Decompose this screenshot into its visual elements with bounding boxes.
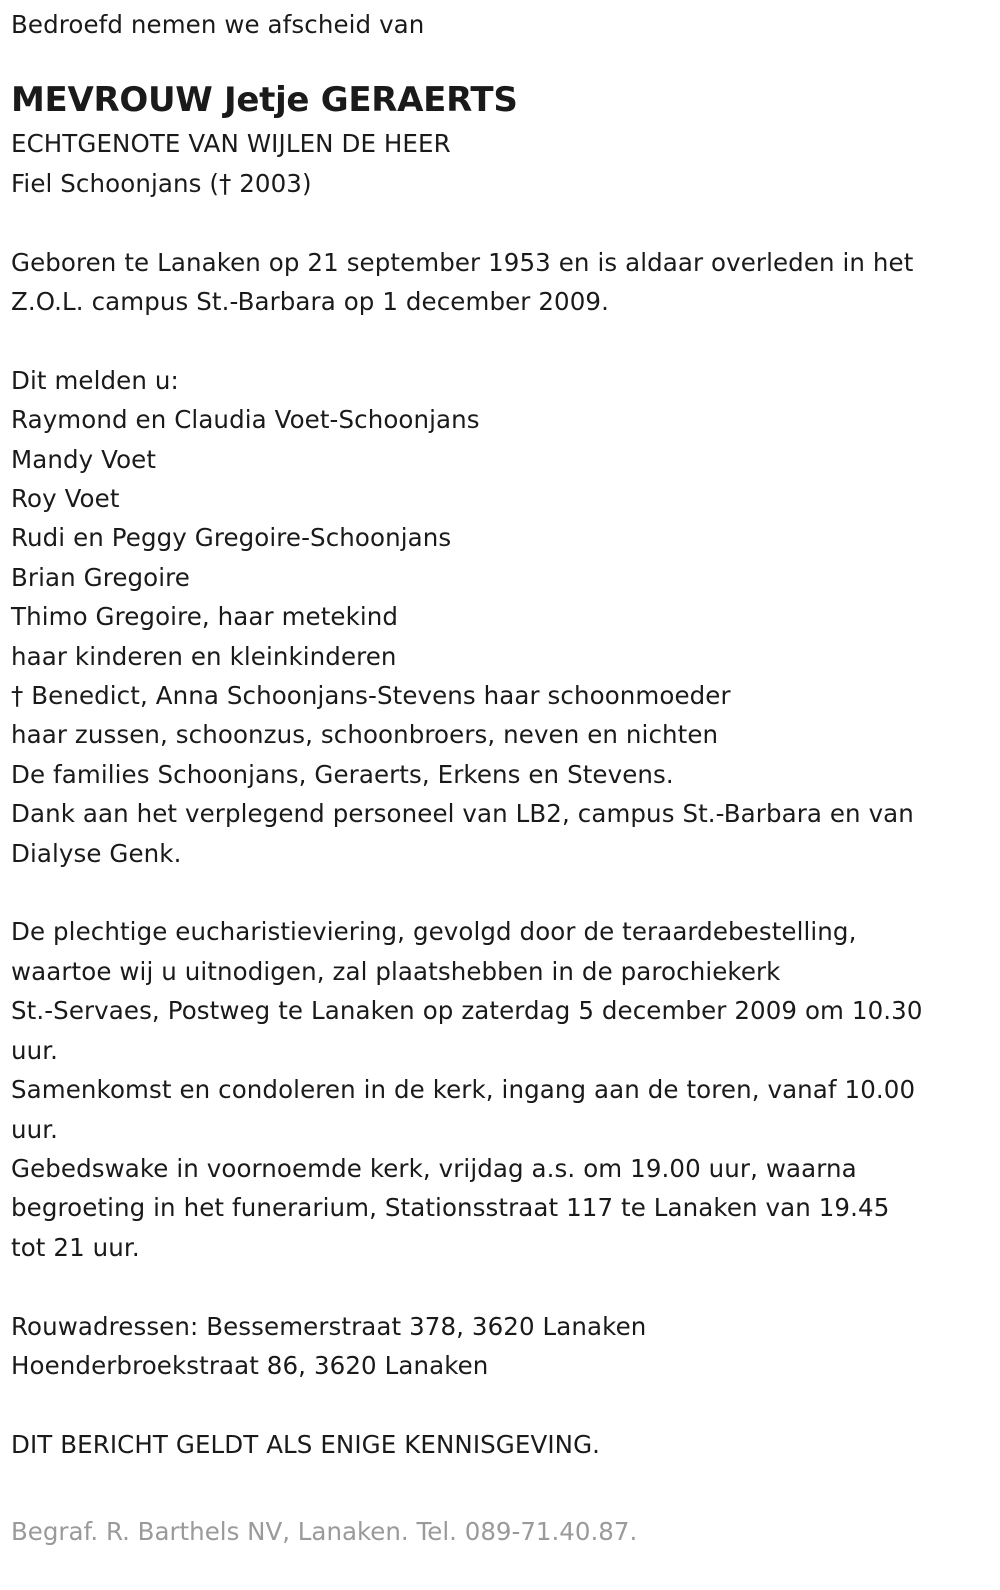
obituary-notice (11, 0, 986, 1464)
funeral-home-footer: Begraf. R. Barthels NV, Lanaken. Tel. 089-71.40.87. (11, 1517, 638, 1546)
ceremony-line: Gebedswake in voornoemde kerk, vrijdag a.s. om 19.00 uur, waarna (11, 1153, 857, 1183)
announcer-line: Raymond en Claudia Voet-Schoonjans (11, 405, 480, 435)
announcer-line: haar kinderen en kleinkinderen (11, 641, 397, 671)
spacer (11, 321, 986, 360)
ceremony-section (11, 912, 986, 1267)
announcer-line: Rudi en Peggy Gregoire-Schoonjans (11, 523, 452, 553)
intro-text: Bedroefd nemen we afscheid van (11, 10, 425, 39)
spacer (11, 1385, 986, 1424)
ceremony-line: uur. (11, 1035, 59, 1065)
birth-death-line: Z.O.L. campus St.-Barbara op 1 december 2009. (11, 287, 609, 317)
ceremony-line: St.-Servaes, Postweg te Lanaken op zaterdag 5 december 2009 om 10.30 (11, 996, 923, 1026)
announcer-line: Brian Gregoire (11, 562, 190, 592)
spacer (11, 1267, 986, 1306)
announcer-line: Dialyse Genk. (11, 838, 182, 868)
ceremony-line: uur. (11, 1114, 59, 1144)
spouse-label: ECHTGENOTE VAN WIJLEN DE HEER (11, 129, 451, 159)
announcer-line: haar zussen, schoonzus, schoonbroers, neven en nichten (11, 720, 719, 750)
ceremony-line: Samenkomst en condoleren in de kerk, ingang aan de toren, vanaf 10.00 (11, 1075, 916, 1105)
spacer (11, 44, 986, 80)
announcer-line: Dank aan het verplegend personeel van LB2, campus St.-Barbara en van (11, 799, 914, 829)
announcer-line: † Benedict, Anna Schoonjans-Stevens haar schoonmoeder (11, 681, 731, 711)
ceremony-line: tot 21 uur. (11, 1232, 140, 1262)
announcers-section (11, 361, 986, 873)
announcer-line: De families Schoonjans, Geraerts, Erkens en Stevens. (11, 759, 674, 789)
birth-death-line: Geboren te Lanaken op 21 september 1953 en is aldaar overleden in het (11, 247, 914, 277)
spacer (11, 203, 986, 242)
deceased-name: MEVROUW Jetje GERAERTS (11, 80, 518, 121)
ceremony-line: begroeting in het funerarium, Stationsstraat 117 te Lanaken van 19.45 (11, 1193, 890, 1223)
announcer-line: Thimo Gregoire, haar metekind (11, 602, 399, 632)
addresses-section (11, 1307, 986, 1386)
announcer-line: Mandy Voet (11, 444, 157, 474)
address-line: Rouwadressen: Bessemerstraat 378, 3620 Lanaken (11, 1311, 647, 1341)
ceremony-line: De plechtige eucharistieviering, gevolgd door de teraardebestelling, (11, 917, 857, 947)
address-line: Hoenderbroekstraat 86, 3620 Lanaken (11, 1350, 489, 1380)
ceremony-line: waartoe wij u uitnodigen, zal plaatshebben in de parochiekerk (11, 956, 781, 986)
birth-death-section (11, 243, 986, 322)
notice-text: DIT BERICHT GELDT ALS ENIGE KENNISGEVING. (11, 1429, 601, 1459)
announcers-label: Dit melden u: (11, 365, 179, 395)
spouse-name: Fiel Schoonjans († 2003) (11, 168, 312, 198)
spacer (11, 873, 986, 912)
announcer-line: Roy Voet (11, 484, 120, 514)
